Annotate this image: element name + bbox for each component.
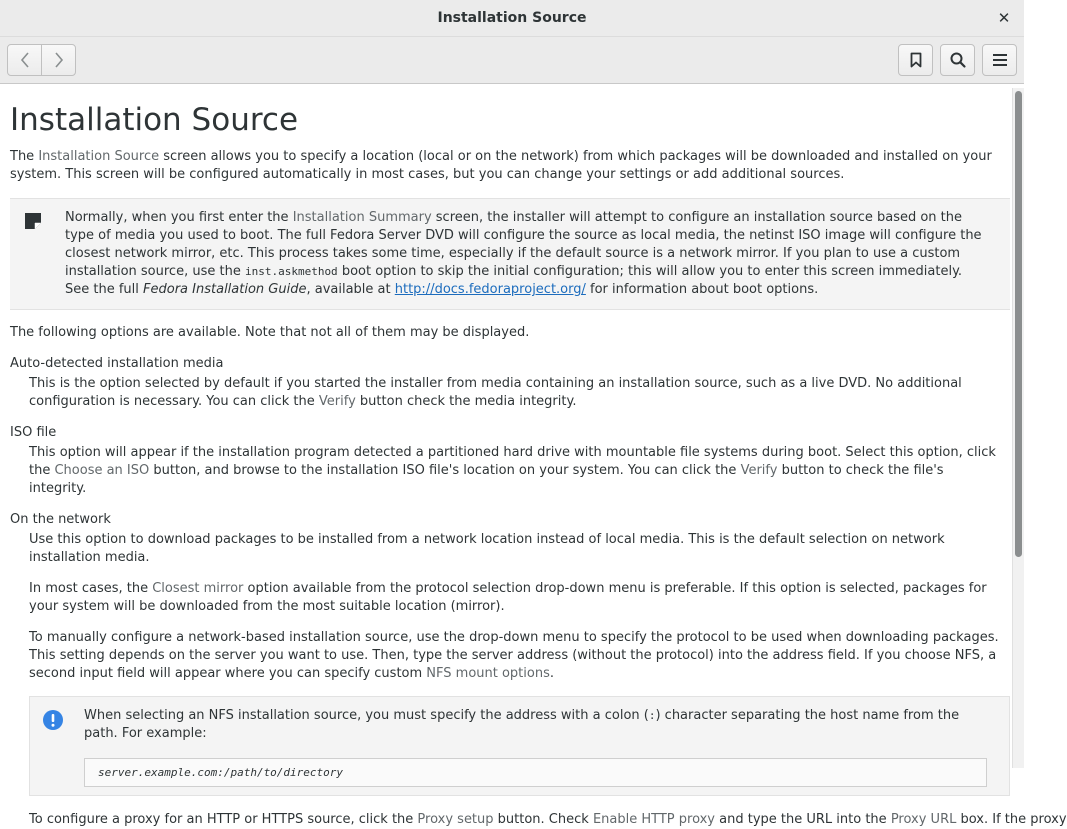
gui-label: Proxy setup bbox=[417, 812, 494, 827]
window-title: Installation Source bbox=[437, 10, 587, 26]
important-text: When selecting an NFS installation source, you must specify the address with a colon (:) character separating the host name from the path. For example: bbox=[84, 708, 960, 741]
search-icon bbox=[950, 52, 966, 68]
gui-label: NFS mount options bbox=[426, 666, 550, 681]
inline-code: : bbox=[648, 709, 656, 722]
help-content bbox=[0, 88, 1067, 827]
important-box bbox=[29, 696, 1010, 796]
gui-label: Proxy URL bbox=[890, 812, 957, 827]
bookmark-button[interactable] bbox=[898, 44, 933, 76]
chevron-left-icon bbox=[19, 52, 31, 68]
gui-label: Verify bbox=[318, 394, 356, 409]
proxy-paragraph: To configure a proxy for an HTTP or HTTPS source, click the Proxy setup button. Check Enable HTTP proxy and type the URL into the Proxy URL box. If the proxy bbox=[29, 812, 1067, 827]
chevron-right-icon bbox=[53, 52, 65, 68]
search-button[interactable] bbox=[940, 44, 975, 76]
menu-button[interactable] bbox=[982, 44, 1017, 76]
gui-label: Choose an ISO bbox=[54, 463, 150, 478]
toolbar bbox=[0, 37, 1024, 84]
gui-label: Closest mirror bbox=[152, 581, 244, 596]
term-on-the-network: On the network bbox=[10, 512, 111, 527]
iso-file-description: This option will appear if the installation program detected a partitioned hard drive with mountable file systems during boot. Select this option, click the Choose an ISO button, and browse to the installation ISO file's location on your system. You can click the Verify button to check the file's integrity. bbox=[29, 445, 996, 496]
example-code-block: server.example.com:/path/to/directory bbox=[84, 758, 987, 787]
hamburger-menu-icon bbox=[993, 54, 1007, 66]
network-description-3: To manually configure a network-based installation source, use the drop-down menu to specify the protocol to be used when downloading packages. This setting depends on the server you want to use. Then, type the server address (without the protocol) into the address field. If you choose NFS, a second input field will appear where you can specify custom NFS mount options. bbox=[29, 630, 999, 681]
note-icon bbox=[24, 212, 42, 230]
gui-label: Enable HTTP proxy bbox=[592, 812, 716, 827]
gui-label: Installation Summary bbox=[292, 210, 432, 225]
guide-title: Fedora Installation Guide bbox=[143, 282, 307, 297]
network-description-2: In most cases, the Closest mirror option available from the protocol selection drop-down menu is preferable. If this option is selected, packages for your system will be downloaded from the most suitable location (mirror). bbox=[29, 581, 987, 614]
inline-code: inst.askmethod bbox=[244, 265, 338, 278]
docs-link[interactable]: http://docs.fedoraproject.org/ bbox=[394, 282, 586, 297]
forward-button[interactable] bbox=[41, 44, 76, 76]
bookmark-icon bbox=[910, 52, 922, 68]
term-iso-file: ISO file bbox=[10, 425, 57, 440]
vertical-scrollbar[interactable] bbox=[1012, 88, 1024, 768]
gui-label: Verify bbox=[740, 463, 778, 478]
auto-detected-description: This is the option selected by default if you started the installer from media containing an installation source, such as a live DVD. No additional configuration is necessary. You can click the Verify button check the media integrity. bbox=[29, 376, 962, 409]
gui-label: Installation Source bbox=[38, 149, 160, 164]
back-button[interactable] bbox=[7, 44, 42, 76]
close-icon[interactable]: ✕ bbox=[997, 9, 1011, 27]
term-auto-detected: Auto-detected installation media bbox=[10, 356, 224, 371]
network-description-1: Use this option to download packages to be installed from a network location instead of local media. This is the default selection on network installation media. bbox=[29, 532, 945, 565]
page-title: Installation Source bbox=[10, 102, 299, 138]
note-box bbox=[10, 198, 1010, 310]
exclamation-icon bbox=[43, 710, 63, 730]
note-text: Normally, when you first enter the Installation Summary screen, the installer will attempt to configure an installation source based on the type of media you used to boot. The full Fedora Server DVD will configure the source as local media, the netinst ISO image will configure the closest network mirror, etc. This process takes some time, especially if the default source is a network mirror. If you plan to use a custom installation source, use the inst.askmethod boot option to skip the initial configuration; this will allow you to enter this screen immediately. See the full Fedora Installation Guide, available at http://docs.fedoraproject.org/ for information about boot options. bbox=[65, 210, 982, 297]
options-intro: The following options are available. Note that not all of them may be displayed. bbox=[10, 325, 530, 340]
title-bar bbox=[0, 0, 1024, 37]
intro-paragraph: The Installation Source screen allows you to specify a location (local or on the network) from which packages will be downloaded and installed on your system. This screen will be configured automatically in most cases, but you can change your settings or add additional sources. bbox=[10, 149, 992, 182]
scrollbar-thumb[interactable] bbox=[1015, 91, 1022, 557]
